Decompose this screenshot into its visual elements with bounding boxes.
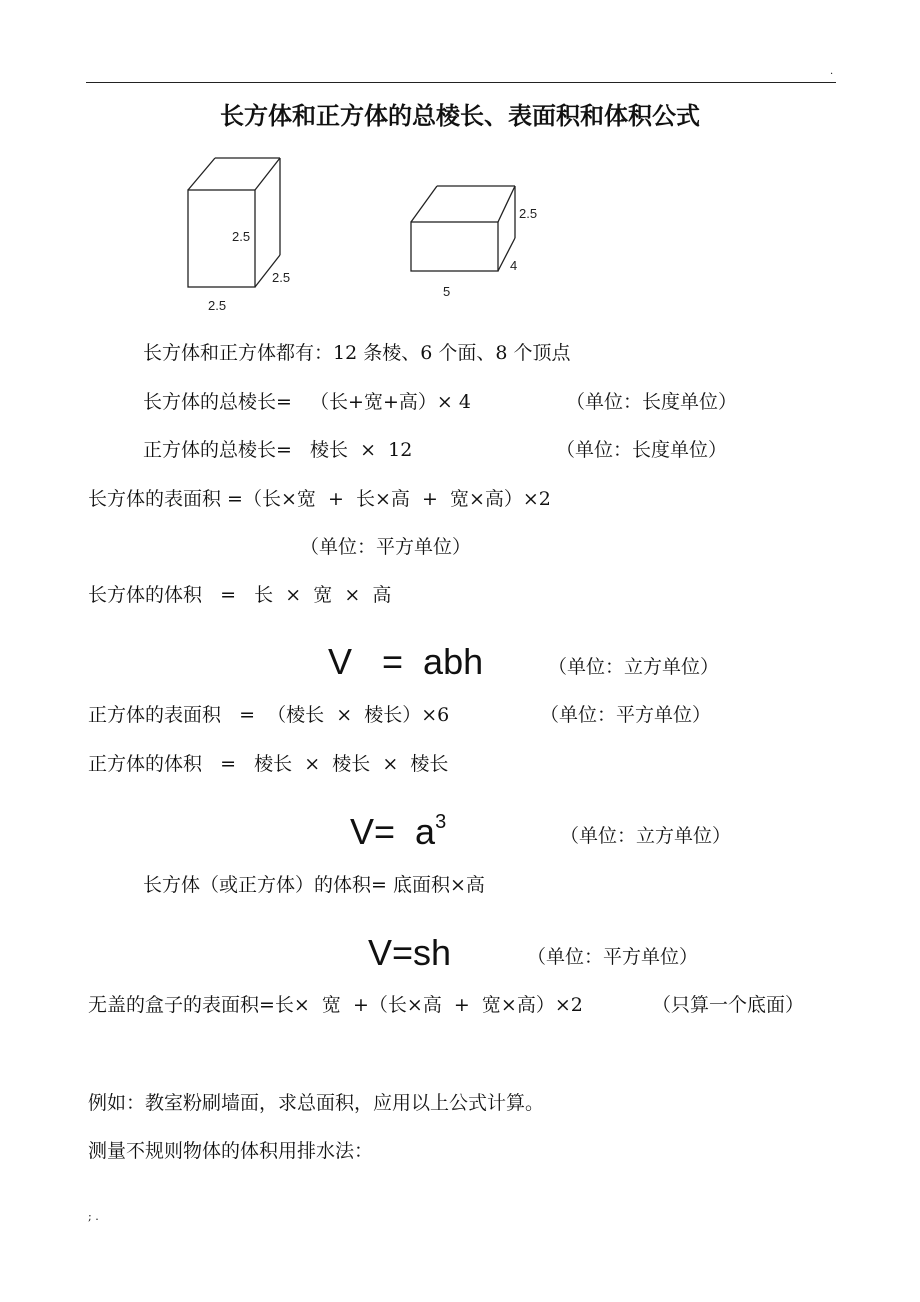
page-title: 长方体和正方体的总棱长、表面积和体积公式	[220, 102, 700, 130]
example-line: 例如：教室粉刷墙面，求总面积，应用以上公式计算。	[88, 1092, 545, 1114]
open-box-area-formula: 无盖的盒子的表面积=长× 宽 +（长×高 + 宽×高）×2	[88, 994, 583, 1016]
irregular-volume-line: 测量不规则物体的体积用排水法：	[88, 1140, 374, 1162]
formula-v-a3-unit: （单位：立方单位）	[560, 825, 732, 847]
formula-v-abh: V = abh	[328, 641, 484, 682]
box2-width-label: 5	[443, 284, 451, 299]
cube-edge-unit: （单位：长度单位）	[556, 439, 728, 461]
box-figures	[0, 0, 920, 330]
formula-v-abh-unit: （单位：立方单位）	[548, 656, 720, 678]
box1-width-label: 2.5	[208, 298, 227, 313]
cube-edge-formula: 正方体的总棱长= 棱长 × 12	[143, 439, 413, 461]
tall-cuboid-drawing	[188, 158, 280, 287]
formula-v-sh: V=sh	[368, 932, 452, 973]
flat-cuboid-drawing	[411, 186, 518, 273]
cube-area-formula: 正方体的表面积 = （棱长 × 棱长）×6	[88, 704, 450, 726]
formula-v-a3-exponent: 3	[435, 811, 447, 833]
box1-depth-label: 2.5	[272, 270, 291, 285]
box2-height-label: 2.5	[519, 206, 538, 221]
cuboid-area-unit: （单位：平方单位）	[300, 536, 472, 558]
cube-volume-formula: 正方体的体积 = 棱长 × 棱长 × 棱长	[88, 753, 449, 775]
formula-v-sh-unit: （单位：平方单位）	[527, 946, 699, 968]
formula-v-a3-base: V= a	[350, 811, 436, 852]
cube-area-unit: （单位：平方单位）	[540, 704, 712, 726]
formula-v-a3	[350, 812, 446, 858]
box1-height-label: 2.5	[232, 229, 251, 244]
common-properties-line: 长方体和正方体都有：12 条棱、6 个面、8 个顶点	[143, 342, 571, 364]
cuboid-edge-unit: （单位：长度单位）	[566, 391, 738, 413]
corner-mark: .	[830, 66, 834, 77]
cuboid-area-formula: 长方体的表面积 =（长×宽 + 长×高 + 宽×高）×2	[88, 488, 551, 510]
open-box-note: （只算一个底面）	[652, 994, 805, 1016]
cuboid-edge-formula: 长方体的总棱长= （长+宽+高）× 4	[143, 391, 471, 413]
base-height-volume-line: 长方体（或正方体）的体积= 底面积×高	[143, 874, 485, 896]
box2-depth-label: 4	[510, 258, 518, 273]
cuboid-volume-formula: 长方体的体积 = 长 × 宽 × 高	[88, 584, 392, 606]
footer-mark: ; .	[88, 1210, 99, 1223]
